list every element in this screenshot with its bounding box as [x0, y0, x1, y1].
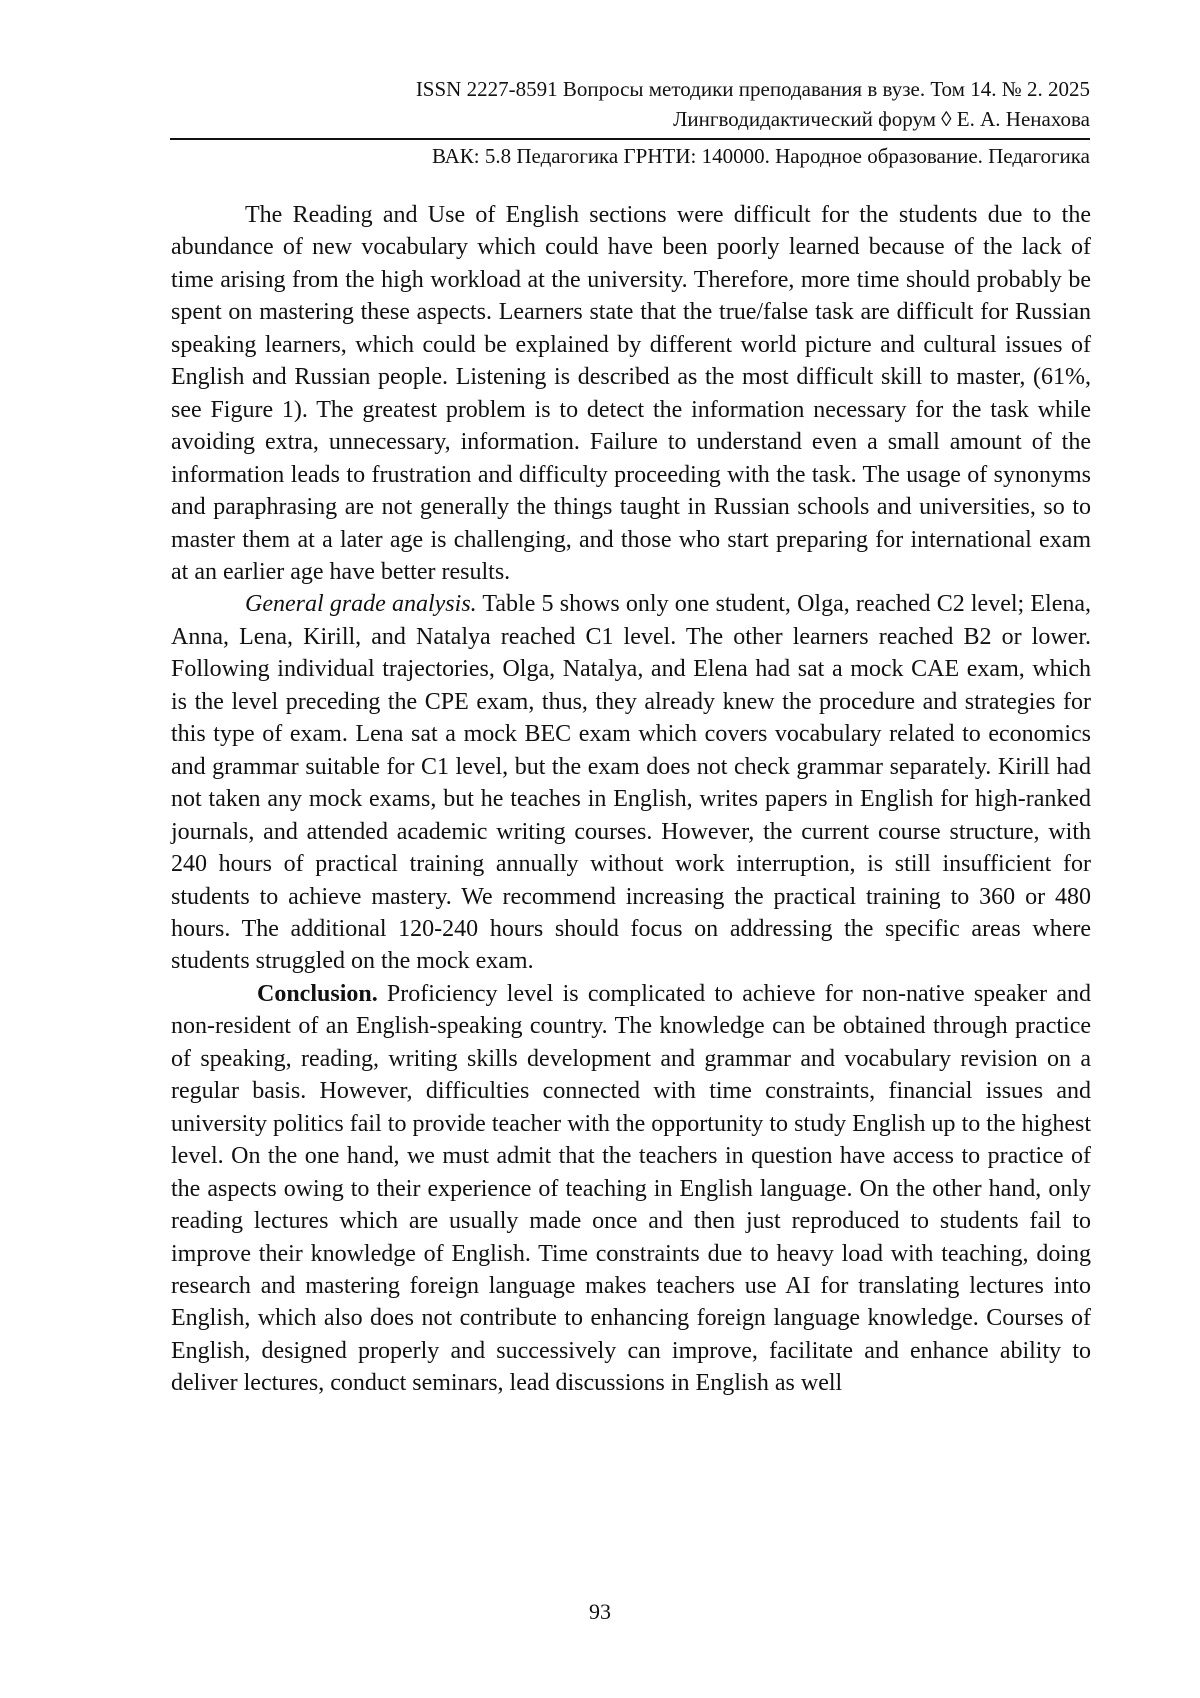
- paragraph-text: Table 5 shows only one student, Olga, reached C2 level; Elena, Anna, Lena, Kirill, and Natalya reached C1 level. The other learners reached B2 or lower. Following individual trajectories, Olga, Natalya, and Elena had sat a mock CAE exam, which is the level preceding the CPE exam, thus, they already knew the procedure and strategies for this type of exam. Lena sat a mock BEC exam which covers vocabulary related to economics and grammar suitable for C1 level, but the exam does not check grammar separately. Kirill had not taken any mock exams, but he teaches in English, writes papers in English for high-ranked journals, and attended academic writing courses. However, the current course structure, with 240 hours of practical training annually without work interruption, is still insufficient for students to achieve mastery. We recommend increasing the practical training to 360 or 480 hours. The additional 120-240 hours should focus on addressing the specific areas where students struggled on the mock exam.: [171, 591, 1092, 975]
- journal-issn-line: ISSN 2227-8591 Вопросы методики преподавания в вузе. Том 14. № 2. 2025: [415, 77, 1090, 101]
- running-header: [170, 74, 1090, 134]
- header-rule: [170, 138, 1090, 140]
- paragraph-text: The Reading and Use of English sections were difficult for the students due to the abundance of new vocabulary which could have been poorly learned because of the lack of time arising from the high workload at the university. Therefore, more time should probably be spent on mastering these aspects. Learners state that the true/false task are difficult for Russian speaking learners, which could be explained by different world picture and cultural issues of English and Russian people. Listening is described as the most difficult skill to master, (61%, see Figure 1). The greatest problem is to detect the information necessary for the task while avoiding extra, unnecessary, information. Failure to understand even a small amount of the information leads to frustration and difficulty proceeding with the task. The usage of synonyms and paraphrasing are not generally the things taught in Russian schools and universities, so to master them at a later age is challenging, and those who start preparing for international exam at an earlier age have better results.: [171, 202, 1091, 585]
- page-number: 93: [589, 1599, 611, 1624]
- paragraph-lead-italic: General grade analysis.: [245, 591, 477, 618]
- paragraph-general-grade-analysis: [171, 588, 1091, 977]
- paragraph-lead-bold: Conclusion.: [257, 980, 378, 1007]
- paragraph-reading-use-of-english: [171, 199, 1091, 588]
- paragraph-text: Proficiency level is complicated to achieve for non-native speaker and non-resident of an English-speaking country. The knowledge can be obtained through practice of speaking, reading, writing skills development and grammar and vocabulary revision on a regular basis. However, difficulties connected with time constraints, financial issues and university politics fail to provide teacher with the opportunity to study English up to the highest level. On the one hand, we must admit that the teachers in question have access to practice of the aspects owing to their experience of teaching in English language. On the other hand, only reading lectures which are usually made once and then just reproduced to students fail to improve their knowledge of English. Time constraints due to heavy load with teaching, doing research and mastering foreign language makes teachers use AI for translating lectures into English, which also does not contribute to enhancing foreign language knowledge. Courses of English, designed properly and successively can improve, facilitate and enhance ability to deliver lectures, conduct seminars, lead discussions in English as well: [171, 980, 1091, 1397]
- article-body: [171, 199, 1091, 1400]
- section-author-line: Лингводидактический форум ◊ Е. А. Ненахова: [673, 107, 1090, 131]
- classification-line: ВАК: 5.8 Педагогика ГРНТИ: 140000. Народное образование. Педагогика: [431, 144, 1090, 168]
- paragraph-conclusion: [171, 978, 1091, 1400]
